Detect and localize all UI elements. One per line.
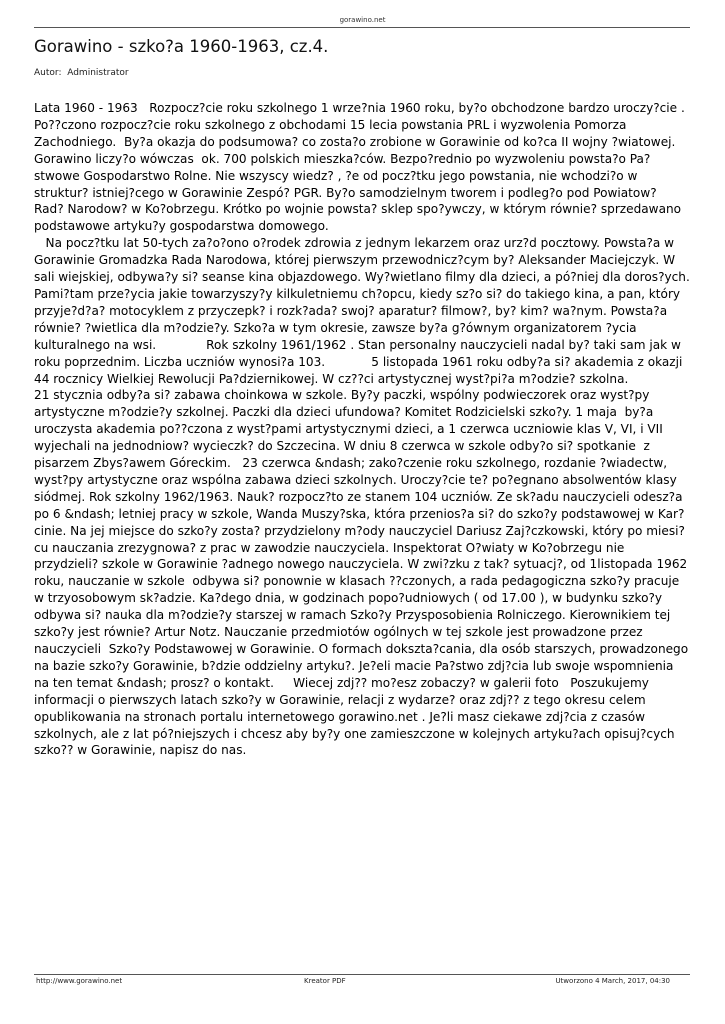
author-label: Autor: <box>34 68 62 78</box>
footer-url: http://www.gorawino.net <box>36 977 123 985</box>
article-title: Gorawino - szko?a 1960-1963, cz.4. <box>34 37 329 56</box>
author-line <box>34 68 129 78</box>
header-rule <box>34 27 690 28</box>
footer-generator: Kreator PDF <box>304 977 346 985</box>
footer-created: Utworzono 4 March, 2017, 04:30 <box>555 977 670 985</box>
article-body <box>34 100 725 759</box>
page-footer <box>34 977 670 987</box>
site-header: gorawino.net <box>339 16 386 24</box>
author-name: Administrator <box>67 68 129 78</box>
footer-rule <box>34 974 690 975</box>
paragraph-2: Na pocz?tku lat 50-tych za?o?ono o?rodek zdrowia z jednym lekarzem oraz urz?d pocztowy. Powsta?a w Gorawinie Gromadzka Rada Narodowa, której pierwszym przewodnicz?cym by? Aleksander Maciejczyk. W sali wiejskiej, odbywa?y si? seanse kina objazdowego. Wy?wietlano filmy dla dzieci, a pó?niej dla doros?ych. Pami?tam prze?ycia jakie towarzyszy?y kilkuletniemu ch?opcu, kiedy sz?o si? do takiego kina, a pan, który przyje?d?a? motocyklem z przyczepk? i rozk?ada? swoj? aparatur? filmow?, by? kim? wa?nym. Powsta?a równie? ?wietlica dla m?odzie?y. Szko?a w tym okresie, zawsze by?a g?ównym organizatorem ?ycia kulturalnego na wsi. Rok szkolny 1961/1962 . Stan personalny nauczycieli nadal by? taki sam jak w roku poprzednim. Liczba uczniów wynosi?a 103. 5 listopada 1961 roku odby?a si? akademia z okazji 44 rocznicy Wielkiej Rewolucji Pa?dziernikowej. W cz??ci artystycznej wyst?pi?a m?odzie? szkolna. 21 stycznia odby?a si? zabawa choinkowa w szkole. By?y paczki, wspólny podwieczorek oraz wyst?py artystyczne m?odzie?y szkolnej. Paczki dla dzieci ufundowa? Komitet Rodzicielski szko?y. 1 maja by?a uroczysta akademia po??czona z wyst?pami artystycznymi dzieci, a 1 czerwca uczniowie klas V, VI, i VII wyjechali na jednodniow? wycieczk? do Szczecina. W dniu 8 czerwca w szkole odby?o si? spotkanie z pisarzem Zbys?awem Góreckim. 23 czerwca &ndash; zako?czenie roku szkolnego, rozdanie ?wiadectw, wyst?py artystyczne oraz wspólna zabawa dzieci szkolnych. Uroczy?cie te? po?egnano absolwentów klasy siódmej. Rok szkolny 1962/1963. Nauk? rozpocz?to ze stanem 104 uczniów. Ze sk?adu nauczycieli odesz?a po 6 &ndash; letniej pracy w szkole, Wanda Muszy?ska, która przenios?a si? do szko?y podstawowej w Kar?cinie. Na jej miejsce do szko?y zosta? przydzielony m?ody nauczyciel Dariusz Zaj?czkowski, który po miesi?cu nauczania zrezygnowa? z prac w zawodzie nauczyciela. Inspektorat O?wiaty w Ko?obrzegu nie przydzieli? szkole w Gorawinie ?adnego nowego nauczyciela. W zwi?zku z tak? sytuacj?, od 1listopada 1962 roku, nauczanie w szkole odbywa si? ponownie w klasach ??czonych, a rada pedagogiczna szko?y pracuje w trzyosobowym sk?adzie. Ka?dego dnia, w godzinach popo?udniowych ( od 17.00 ), w budynku szko?y odbywa si? nauka dla m?odzie?y starszej w ramach Szko?y Przysposobienia Rolniczego. Kierownikiem tej szko?y jest równie? Artur Notz. Nauczanie przedmiotów ogólnych w tej szkole jest prowadzone przez nauczycieli Szko?y Podstawowej w Gorawinie. O formach dokszta?cania, dla osób starszych, prowadzonego na bazie szko?y Gorawinie, b?dzie oddzielny artyku?. Je?eli macie Pa?stwo zdj?cia lub swoje wspomnienia na ten temat &ndash; prosz? o kontakt. Wiecej zdj?? mo?esz zobaczy? w galerii foto Poszukujemy informacji o pierwszych latach szko?y w Gorawinie, relacji z wydarze? oraz zdj?? z tego okresu celem opublikowania na stronach portalu internetowego gorawino.net . Je?li masz ciekawe zdj?cia z czasów szkolnych, ale z lat pó?niejszych i chcesz aby by?y one zamieszczone w kolejnych artyku?ach opisuj?cych szko?? w Gorawinie, napisz do nas. <box>34 236 694 758</box>
paragraph-1: Lata 1960 - 1963 Rozpocz?cie roku szkolnego 1 wrze?nia 1960 roku, by?o obchodzone bardzo uroczy?cie . Po??czono rozpocz?cie roku szkolnego z obchodami 15 lecia powstania PRL i wyzwolenia Pomorza Zachodniego. By?a okazja do podsumowa? co zosta?o zrobione w Gorawinie od ko?ca II wojny ?wiatowej. Gorawino liczy?o wówczas ok. 700 polskich mieszka?ców. Bezpo?rednio po wyzwoleniu powsta?o Pa?stwowe Gospodarstwo Rolne. Nie wszyscy wiedz? , ?e od pocz?tku jego powstania, nie wchodzi?o w struktur? istniej?cego w Gorawinie Zespó? PGR. By?o samodzielnym tworem i podleg?o pod Powiatow? Rad? Narodow? w Ko?obrzegu. Krótko po wojnie powsta? sklep spo?ywczy, w którym równie? sprzedawano podstawowe artyku?y gospodarstwa domowego. <box>34 101 725 234</box>
